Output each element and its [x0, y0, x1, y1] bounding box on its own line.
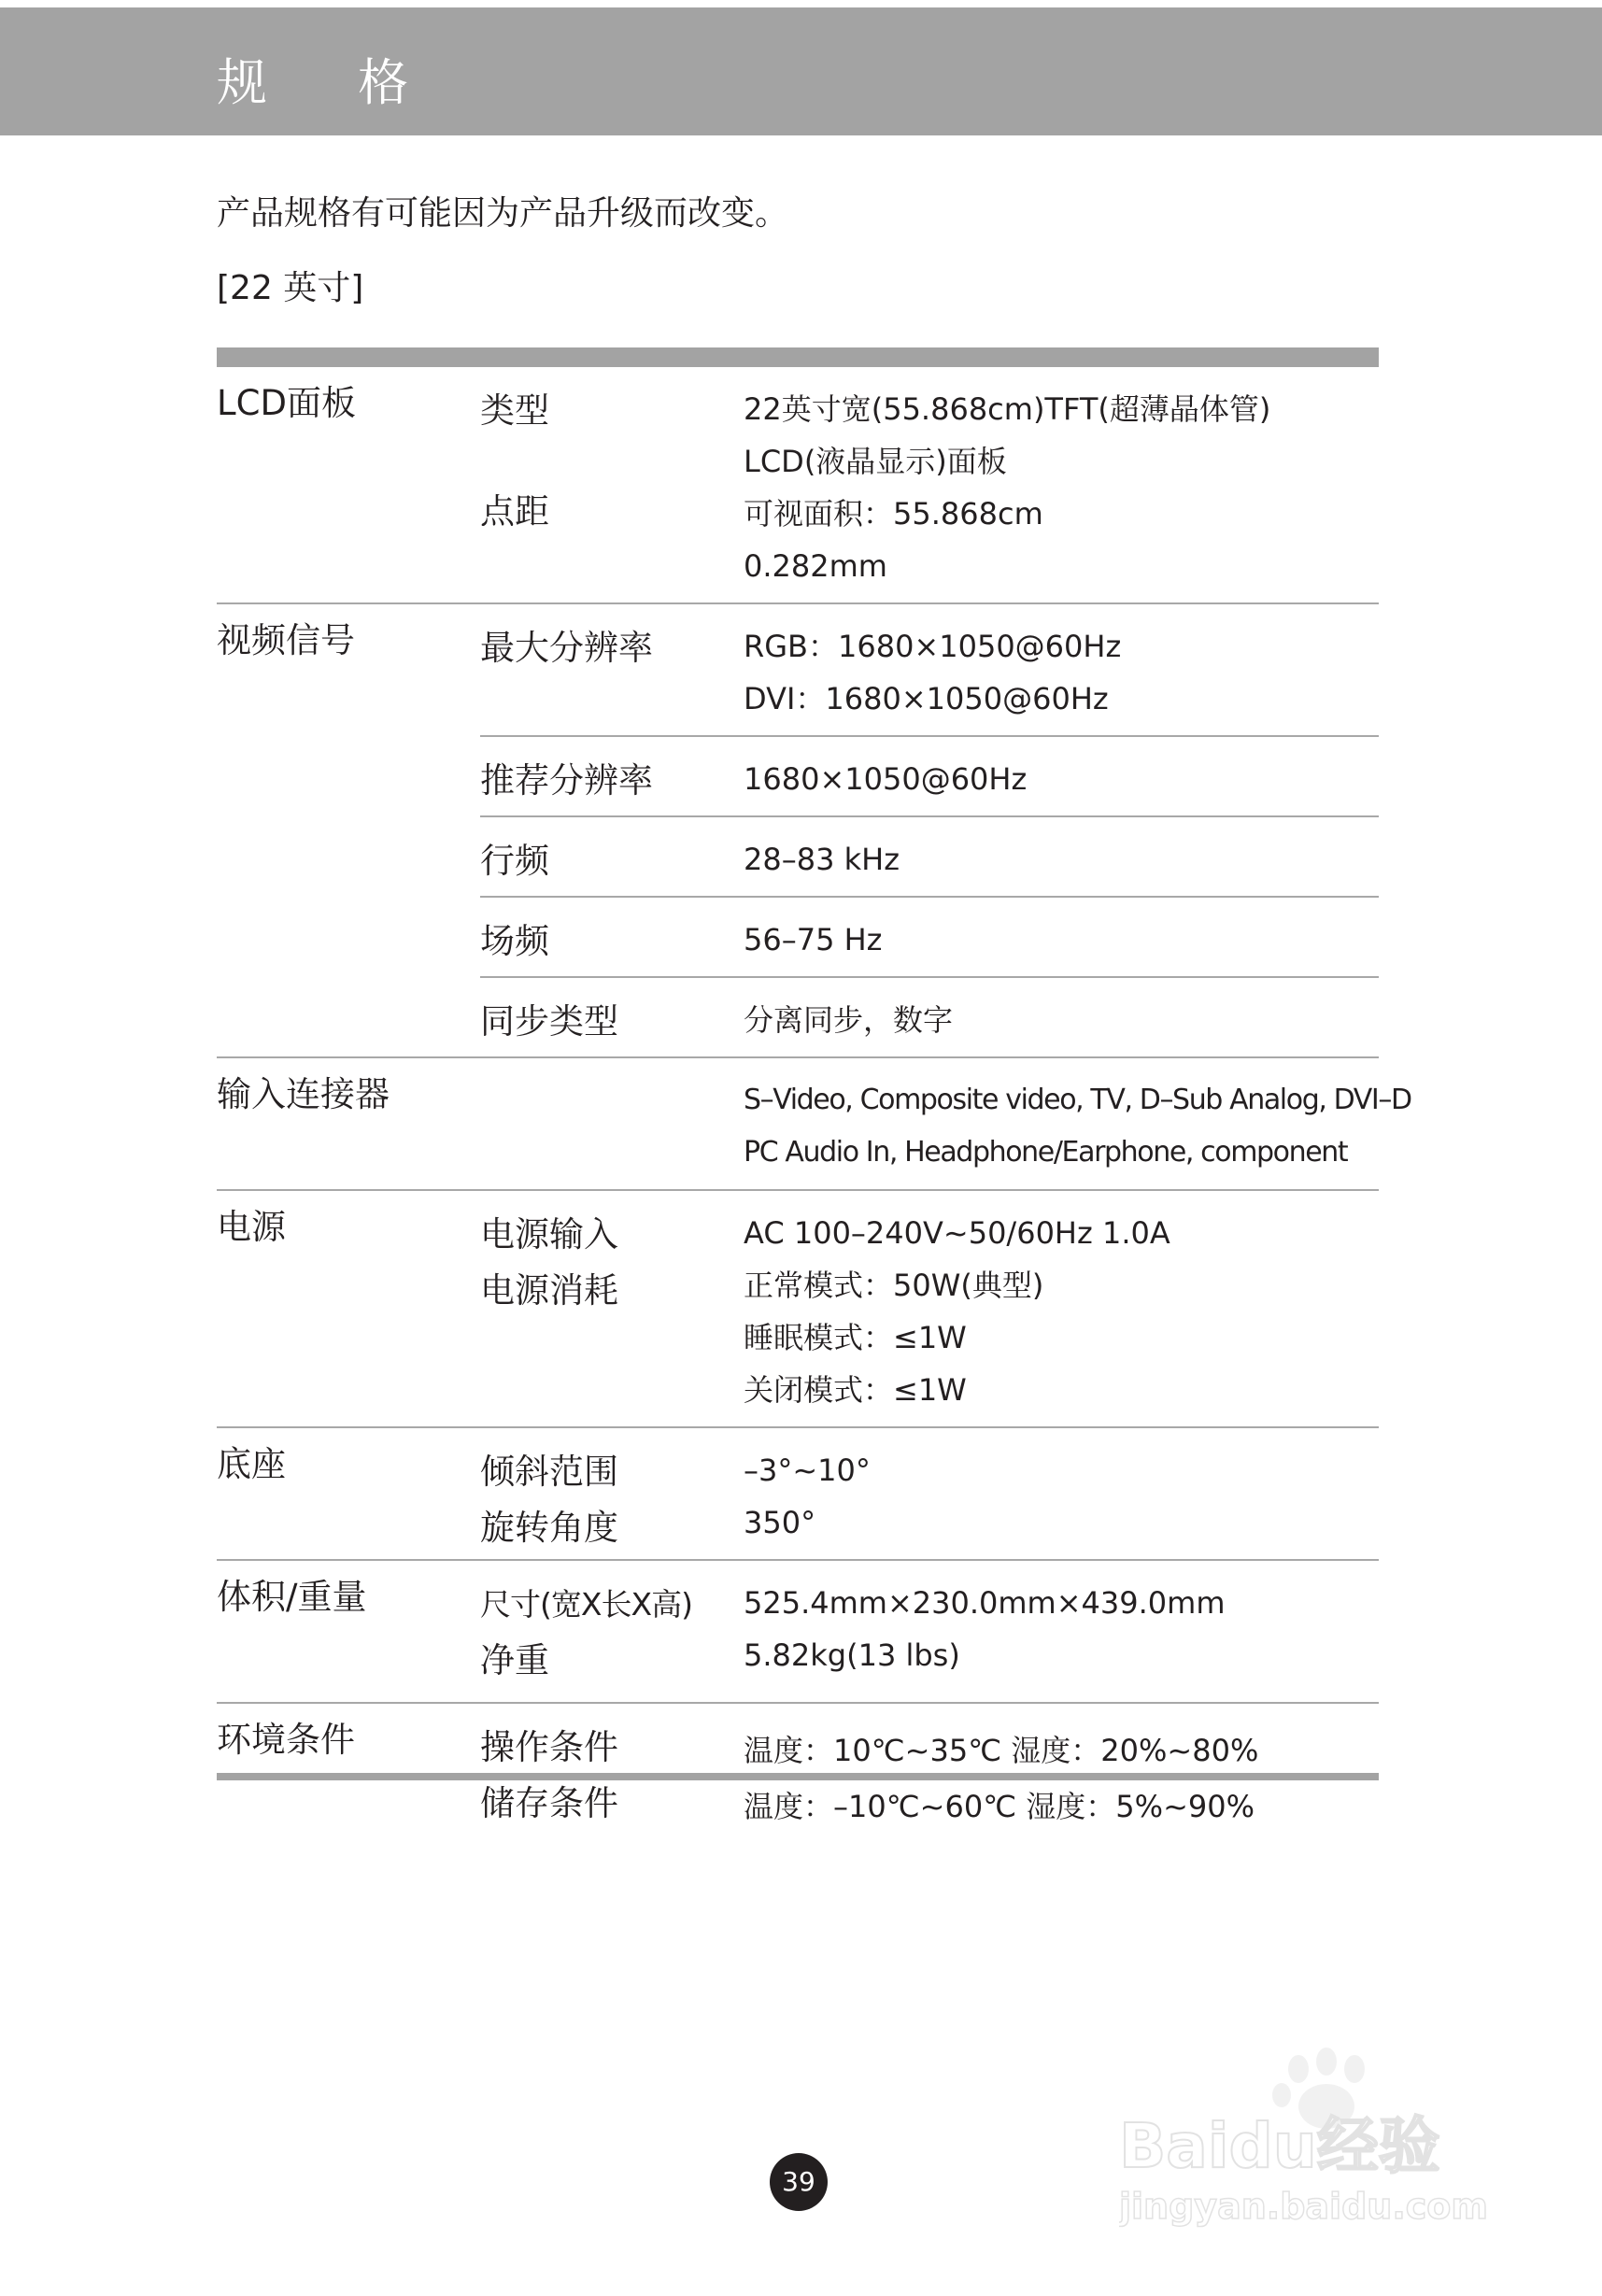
spec-value: 关闭模式：≤1W	[744, 1372, 967, 1408]
spec-value: 350°	[744, 1505, 816, 1540]
spec-value: 56–75 Hz	[744, 922, 883, 957]
watermark-brand: Baidu经验	[1119, 2110, 1440, 2182]
spec-value: 28–83 kHz	[744, 842, 900, 877]
category-label: 体积/重量	[217, 1577, 367, 1617]
table-bottom-rule	[217, 1773, 1379, 1780]
spec-subsection	[480, 1058, 1411, 1189]
spec-value: 温度：–10℃~60℃ 湿度：5%~90%	[744, 1789, 1255, 1824]
page-number: 39	[770, 2153, 828, 2211]
spec-label: 行频	[480, 841, 549, 881]
spec-value: PC Audio In, Headphone/Earphone, component	[744, 1136, 1348, 1169]
spec-subsection	[480, 604, 1379, 737]
spec-label: 操作条件	[480, 1727, 618, 1767]
spec-subsection	[480, 978, 1379, 1056]
spec-value: 525.4mm×230.0mm×439.0mm	[744, 1585, 1226, 1621]
category-label: 环境条件	[217, 1720, 355, 1760]
spec-value: 22英寸宽(55.868cm)TFT(超薄晶体管)	[744, 391, 1271, 427]
spec-subsection	[480, 817, 1379, 898]
spec-label: 电源输入	[480, 1214, 618, 1254]
spec-value: 1680×1050@60Hz	[744, 761, 1028, 797]
page-title: 规 格	[217, 53, 447, 112]
spec-value: DVI：1680×1050@60Hz	[744, 681, 1109, 716]
model-size-label: [22 英寸]	[217, 269, 364, 307]
spec-value: 睡眠模式：≤1W	[744, 1320, 967, 1355]
spec-value: 分离同步，数字	[744, 1002, 954, 1038]
section-power	[217, 1191, 1379, 1428]
intro-note: 产品规格有可能因为产品升级而改变。	[217, 194, 789, 233]
spec-value: 5.82kg(13 lbs)	[744, 1637, 960, 1673]
spec-subsection	[480, 737, 1379, 817]
baidu-watermark-logo	[1119, 2041, 1511, 2228]
spec-label: 净重	[480, 1640, 549, 1680]
spec-label: 储存条件	[480, 1783, 618, 1823]
spec-value: RGB：1680×1050@60Hz	[744, 629, 1122, 664]
section-stand	[217, 1428, 1379, 1561]
spec-value: LCD(液晶显示)面板	[744, 444, 1007, 479]
spec-subsection	[480, 1428, 1379, 1559]
watermark-url: jingyan.baidu.com	[1119, 2186, 1488, 2227]
spec-value: 0.282mm	[744, 548, 887, 584]
section-input-connectors	[217, 1058, 1411, 1191]
category-label: 底座	[217, 1444, 286, 1484]
spec-value: 可视面积：55.868cm	[744, 496, 1043, 531]
spec-label: 类型	[480, 390, 549, 431]
section-video-signal	[217, 604, 1379, 1058]
spec-label: 尺寸(宽X长X高)	[480, 1586, 692, 1623]
category-label: 电源	[217, 1207, 286, 1247]
spec-label: 同步类型	[480, 1001, 618, 1042]
spec-value: –3°~10°	[744, 1453, 871, 1488]
table-top-rule	[217, 347, 1379, 367]
spec-label: 点距	[480, 491, 549, 531]
spec-label: 旋转角度	[480, 1508, 618, 1548]
spec-value: 温度：10℃~35℃ 湿度：20%~80%	[744, 1733, 1259, 1768]
spec-subsection	[480, 367, 1379, 602]
category-label: 视频信号	[217, 620, 355, 660]
spec-label: 倾斜范围	[480, 1452, 618, 1492]
spec-table	[217, 367, 1411, 1845]
spec-subsection	[480, 898, 1379, 978]
spec-label: 推荐分辨率	[480, 760, 653, 801]
spec-label: 最大分辨率	[480, 628, 653, 668]
section-dimensions-weight	[217, 1561, 1379, 1704]
spec-subsection	[480, 1561, 1379, 1702]
spec-value: S–Video, Composite video, TV, D–Sub Analog, DVI–D	[744, 1084, 1411, 1116]
spec-value: AC 100–240V~50/60Hz 1.0A	[744, 1215, 1170, 1251]
spec-value: 正常模式：50W(典型)	[744, 1268, 1044, 1303]
spec-label: 场频	[480, 921, 549, 961]
section-lcd-panel	[217, 367, 1379, 604]
spec-label: 电源消耗	[480, 1270, 618, 1311]
category-label: 输入连接器	[217, 1074, 390, 1114]
category-label: LCD面板	[217, 383, 356, 423]
spec-subsection	[480, 1191, 1379, 1426]
